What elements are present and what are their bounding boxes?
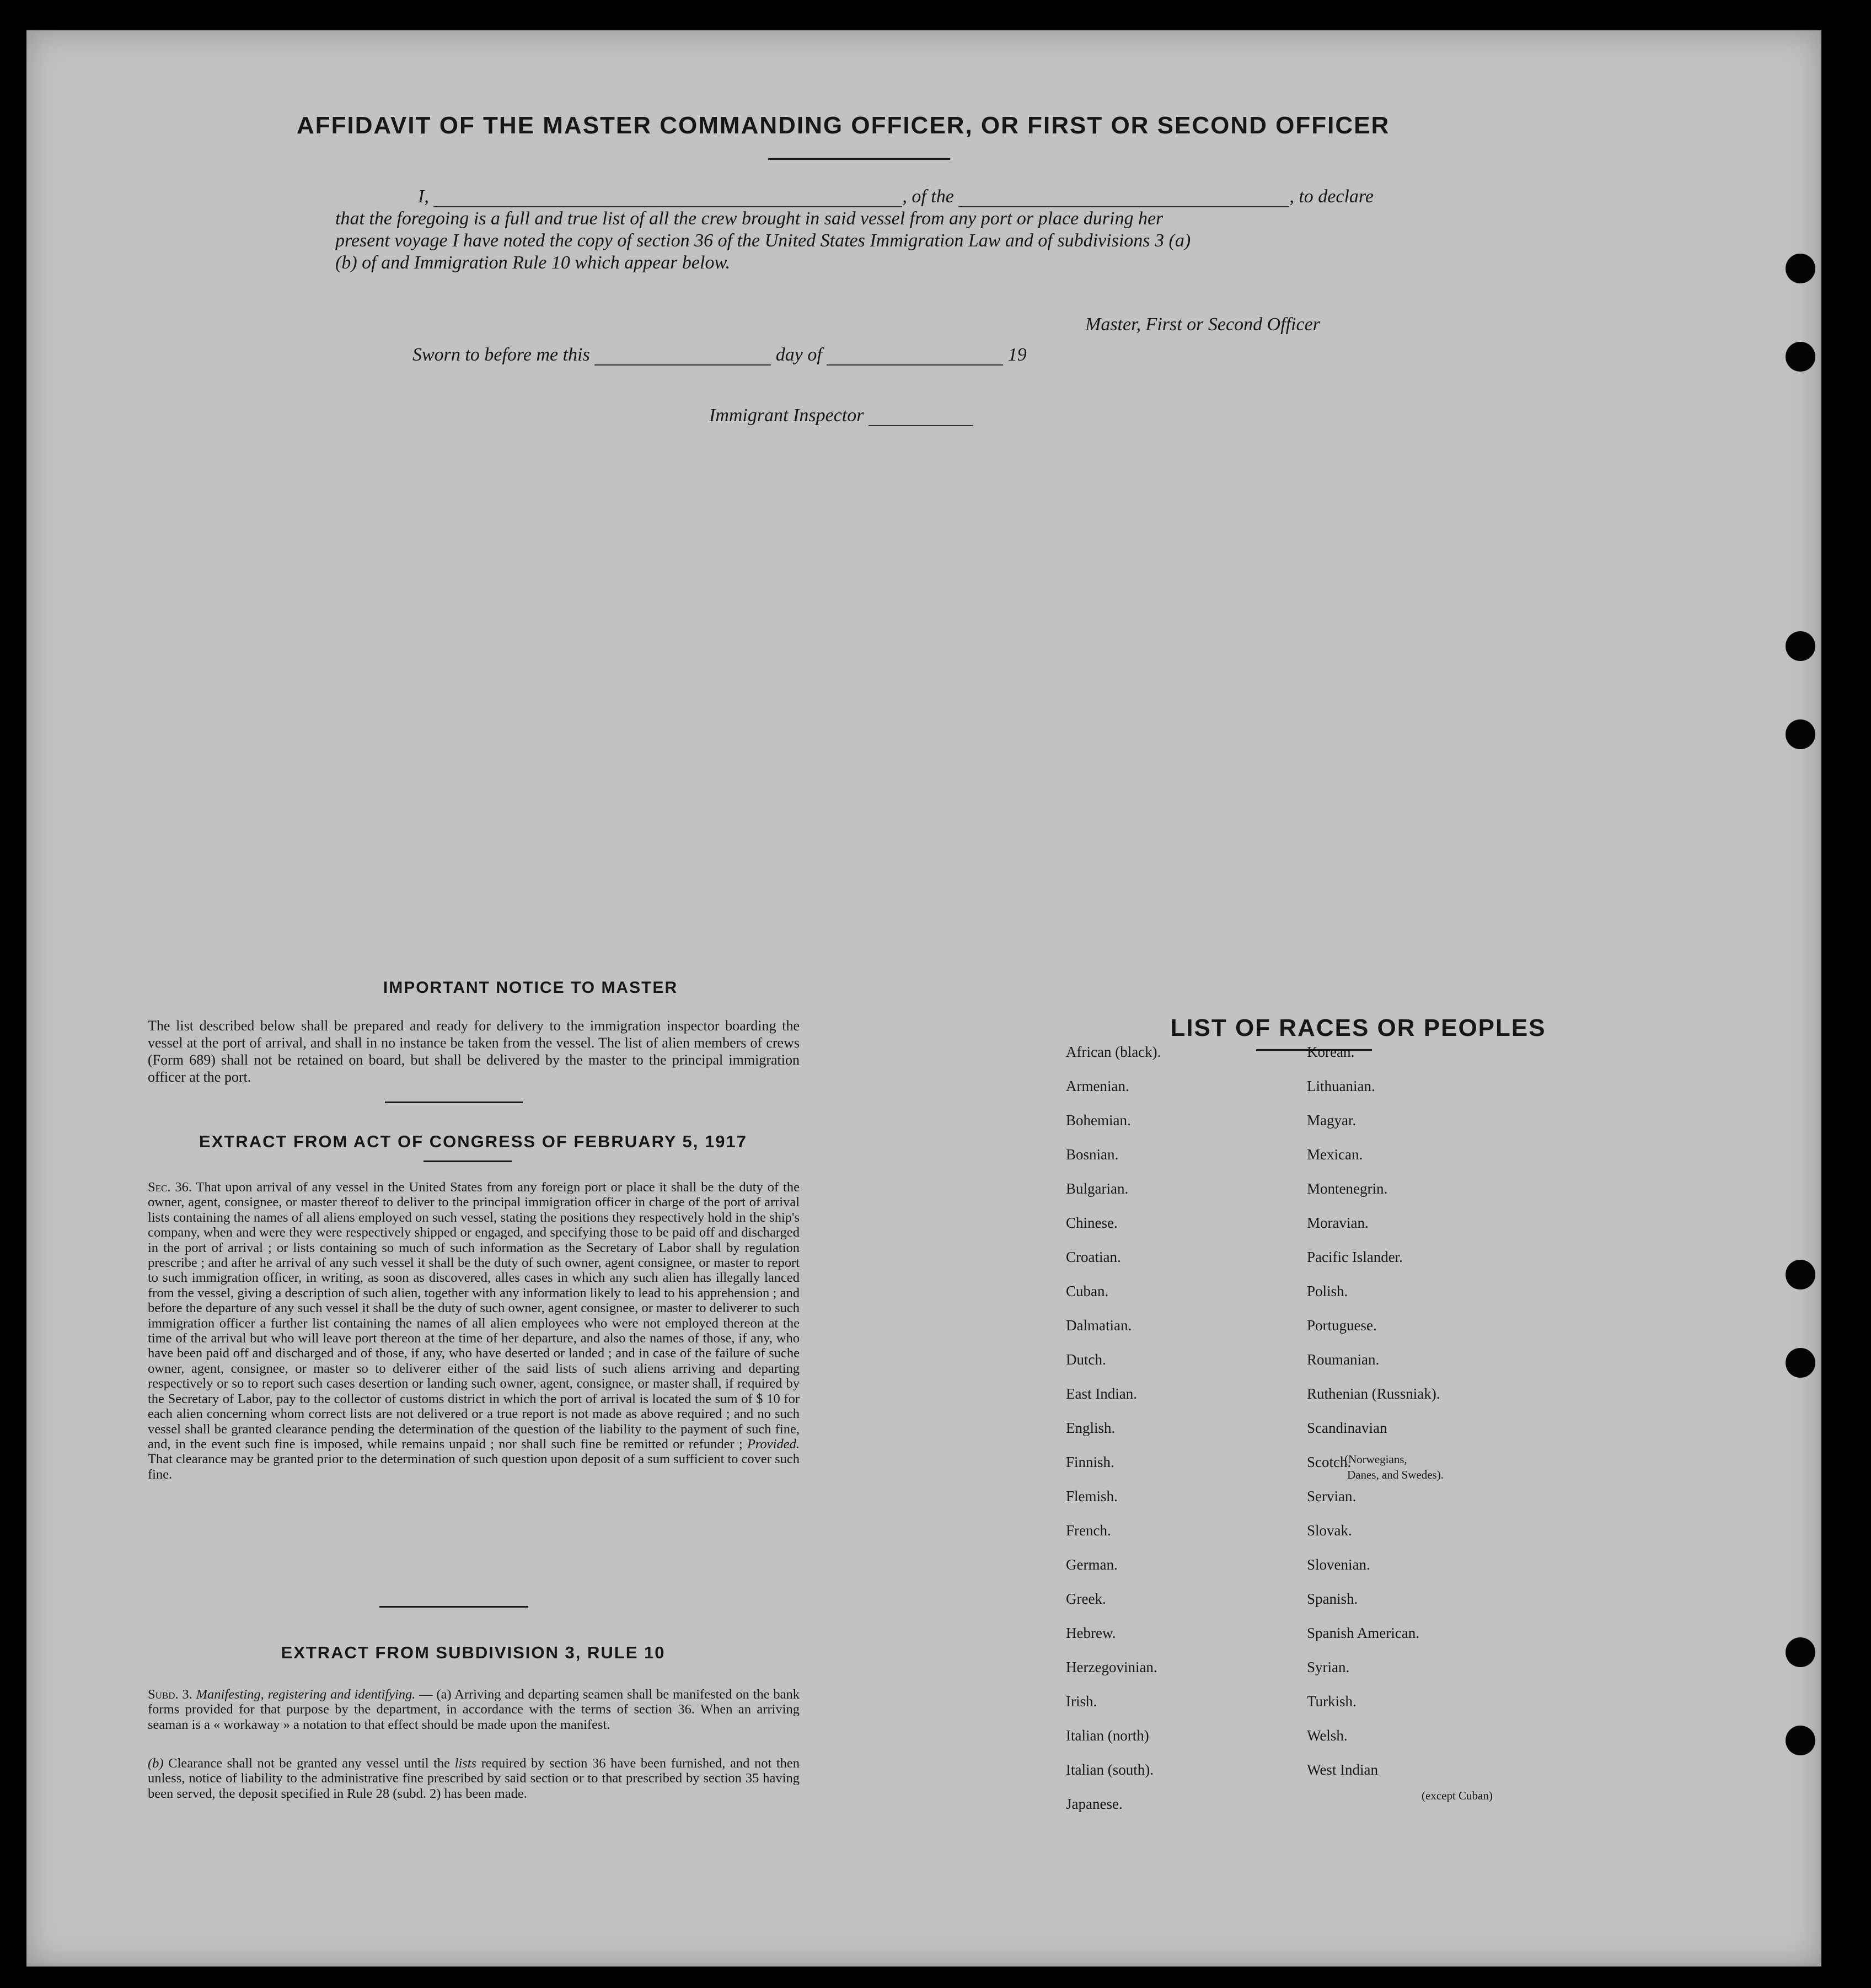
punch-hole (1786, 1637, 1815, 1667)
scandinavian-note-1: (Norwegians, (1344, 1453, 1407, 1466)
sworn-month-blank[interactable] (827, 346, 1003, 366)
subd-b-label: (b) (148, 1756, 164, 1771)
notice-title: IMPORTANT NOTICE TO MASTER (383, 979, 678, 997)
race-item: Scandinavian (1307, 1420, 1387, 1436)
race-item: English. (1066, 1420, 1116, 1436)
act-title: EXTRACT FROM ACT OF CONGRESS OF FEBRUARY 5, 1917 (199, 1132, 747, 1151)
race-item: Syrian. (1307, 1659, 1350, 1675)
race-item: East Indian. (1066, 1385, 1137, 1402)
race-item: Herzegovinian. (1066, 1659, 1157, 1675)
affidavit-line-2: that the foregoing is a full and true list of all the crew brought in said vessel from any port or place during her (335, 208, 1164, 229)
punch-hole (1786, 254, 1815, 283)
race-item: Moravian. (1307, 1215, 1369, 1231)
race-item: Japanese. (1066, 1796, 1123, 1812)
inspector-row (709, 405, 973, 426)
race-item: Finnish. (1066, 1454, 1114, 1470)
sworn-row (412, 345, 1027, 366)
race-item: Greek. (1066, 1591, 1106, 1607)
subdivision-title: EXTRACT FROM SUBDIVISION 3, RULE 10 (281, 1643, 666, 1662)
inspector-label: Immigrant Inspector (709, 405, 864, 426)
race-item: West Indian (1307, 1761, 1379, 1778)
subdivision-b-text (148, 1756, 800, 1801)
race-item: French. (1066, 1522, 1111, 1539)
race-item: Irish. (1066, 1693, 1097, 1710)
race-item: Slovak. (1307, 1522, 1352, 1539)
sec-body: That upon arrival of any vessel in the United States from any foreign port or place it shall be the duty of the owner, agent, consignee, or master thereof to deliver to the principal immigration officer in charge of the port of arrival lists containing the names of all aliens employed on such vessel, stating the positions they respectively hold in the ship's company, when and were they were respectively shipped or engaged, and specifying those to be paid off and discharged in the port of arrival ; or lists containing so much of such information as the Secretary of Labor shall by regulation prescribe ; and after he arrival of any such vessel it shall be the duty of such owner, agent consignee, or master to report to such immigration officer, in writing, as soon as discovered, alles cases in which any such alien has illegally lanced from the vessel, giving a description of such alien, together with any information likely to lead to his apprehension ; and before the departure of any such vessel it shall be the duty of such owner, agent consignee, or master to deliverer to such immigration officer a further list containing the names of all alien employees who were not employed thereon at the time of the arrival but who will leave port thereon at the time of her departure, and also the names of those, if any, who have been paid off and discharged and of those, if any, who have deserted or landed ; and in case of the failure of suche owner, agent, consignee, or master so to deliverer either of the said lists of such aliens arriving and departing respectively or so to report such cases desertion or landing such owner, agent, consignee, or master shall, if required by the Secretary of Labor, pay to the collector of customs district in which the port of arrival is located the sum of $ 10 for each alien concerning whom correct lists are not delivered or a true report is not made as above required ; and no such vessel shall be granted clearance pending the determination of the question of the liability to the payment of such fine, and, in the event such fine is imposed, while remains unpaid ; nor shall such fine be remitted or refunder ; (148, 1180, 800, 1452)
race-item: Chinese. (1066, 1215, 1118, 1231)
year-prefix: 19 (1007, 345, 1027, 365)
race-item: Cuban. (1066, 1283, 1109, 1299)
sworn-text: Sworn to before me this (412, 345, 590, 365)
race-item: Mexican. (1307, 1146, 1363, 1163)
race-item: Flemish. (1066, 1488, 1118, 1505)
notice-rule (385, 1102, 523, 1103)
race-item: Bulgarian. (1066, 1180, 1129, 1197)
race-item: Armenian. (1066, 1078, 1129, 1094)
subdivision-a-text (148, 1687, 800, 1732)
document-page (26, 30, 1821, 1966)
race-item: Italian (south). (1066, 1761, 1154, 1778)
affidavit-of-the: , of the (902, 186, 954, 207)
sec-provided: Provided. (747, 1436, 800, 1452)
inspector-blank[interactable] (869, 406, 973, 426)
affidavit-to-declare: , to declare (1289, 186, 1374, 207)
subd-label: Subd. 3. (148, 1687, 192, 1702)
subd-heading: Manifesting, registering and identifying. (196, 1687, 416, 1702)
race-item: Welsh. (1307, 1727, 1348, 1744)
race-item: Dutch. (1066, 1351, 1106, 1368)
race-item: Spanish. (1307, 1591, 1358, 1607)
race-item: Roumanian. (1307, 1351, 1380, 1368)
affidavit-line-3: present voyage I have noted the copy of section 36 of the United States Immigration Law and of subdivisions 3 (a) (335, 230, 1191, 251)
race-item: Ruthenian (Russniak). (1307, 1385, 1440, 1402)
subd-b-lists: lists (454, 1756, 477, 1771)
race-item: German. (1066, 1556, 1118, 1573)
affidavit-title: AFFIDAVIT OF THE MASTER COMMANDING OFFICER, OR FIRST OR SECOND OFFICER (297, 112, 1390, 139)
sec-tail: That clearance may be granted prior to the determination of such question upon deposit of a sum sufficient to cover such fine. (148, 1452, 800, 1482)
race-item: Bohemian. (1066, 1112, 1131, 1129)
race-item: Hebrew. (1066, 1625, 1116, 1641)
race-item: Portuguese. (1307, 1317, 1377, 1334)
sec-label: Sec. 36. (148, 1180, 192, 1195)
vessel-blank[interactable] (958, 187, 1289, 207)
race-item: Scotch. (1307, 1454, 1352, 1470)
race-item: Croatian. (1066, 1249, 1121, 1265)
subd-b-body-1: Clearance shall not be granted any vessel until the (168, 1756, 451, 1771)
west-indian-note: (except Cuban) (1422, 1789, 1493, 1802)
punch-hole (1786, 631, 1815, 661)
title-underline (768, 158, 950, 160)
races-title: LIST OF RACES OR PEOPLES (1170, 1014, 1546, 1041)
name-blank[interactable] (433, 187, 902, 207)
punch-hole (1786, 1348, 1815, 1378)
affidavit-line-4: (b) of and Immigration Rule 10 which appear below. (335, 252, 731, 273)
scandinavian-note-2: Danes, and Swedes). (1347, 1468, 1444, 1481)
subd-a-body: — (a) Arriving and departing seamen shall be manifested on the bank forms provided for that purpose by the department, in accordance with the terms of section 36. When an arriving seaman is a « workaway » a notation to that effect should be made upon the manifest. (148, 1687, 800, 1732)
race-item: Korean. (1307, 1044, 1355, 1060)
signature-label: Master, First or Second Officer (1085, 314, 1320, 335)
race-item: Polish. (1307, 1283, 1348, 1299)
race-item: Montenegrin. (1307, 1180, 1388, 1197)
race-item: Italian (north) (1066, 1727, 1149, 1744)
subd-b-body-2: required by section 36 have been furnished, and not then unless, notice of liability to the administrative fine prescribed by said section or to that prescribed by section 35 having been served, the deposit specified in Rule 28 (subd. 2) has been made. (148, 1756, 800, 1801)
race-item: Servian. (1307, 1488, 1357, 1505)
race-item: Slovenian. (1307, 1556, 1370, 1573)
race-item: Bosnian. (1066, 1146, 1119, 1163)
race-item: Magyar. (1307, 1112, 1357, 1129)
section-36-text (148, 1180, 800, 1482)
affidavit-i: I, (418, 186, 429, 207)
punch-hole (1786, 342, 1815, 372)
notice-body: The list described below shall be prepared and ready for delivery to the immigration inspector boarding the vessel at the port of arrival, and shall in no instance be taken from the vessel. The list of alien members of crews (Form 689) shall not be retained on board, but shall be delivered by the master to the principal immigration officer at the port. (148, 1018, 800, 1085)
race-item: Pacific Islander. (1307, 1249, 1403, 1265)
race-item: Lithuanian. (1307, 1078, 1375, 1094)
day-of-text: day of (775, 345, 822, 365)
punch-hole (1786, 1726, 1815, 1755)
punch-hole (1786, 719, 1815, 749)
sworn-day-blank[interactable] (594, 346, 771, 366)
race-item: Turkish. (1307, 1693, 1357, 1710)
race-item: Dalmatian. (1066, 1317, 1132, 1334)
section-rule (379, 1606, 528, 1608)
punch-hole (1786, 1260, 1815, 1289)
affidavit-line-1 (335, 186, 1374, 207)
act-rule (423, 1160, 512, 1162)
race-item: Spanish American. (1307, 1625, 1419, 1641)
race-item: African (black). (1066, 1044, 1161, 1060)
